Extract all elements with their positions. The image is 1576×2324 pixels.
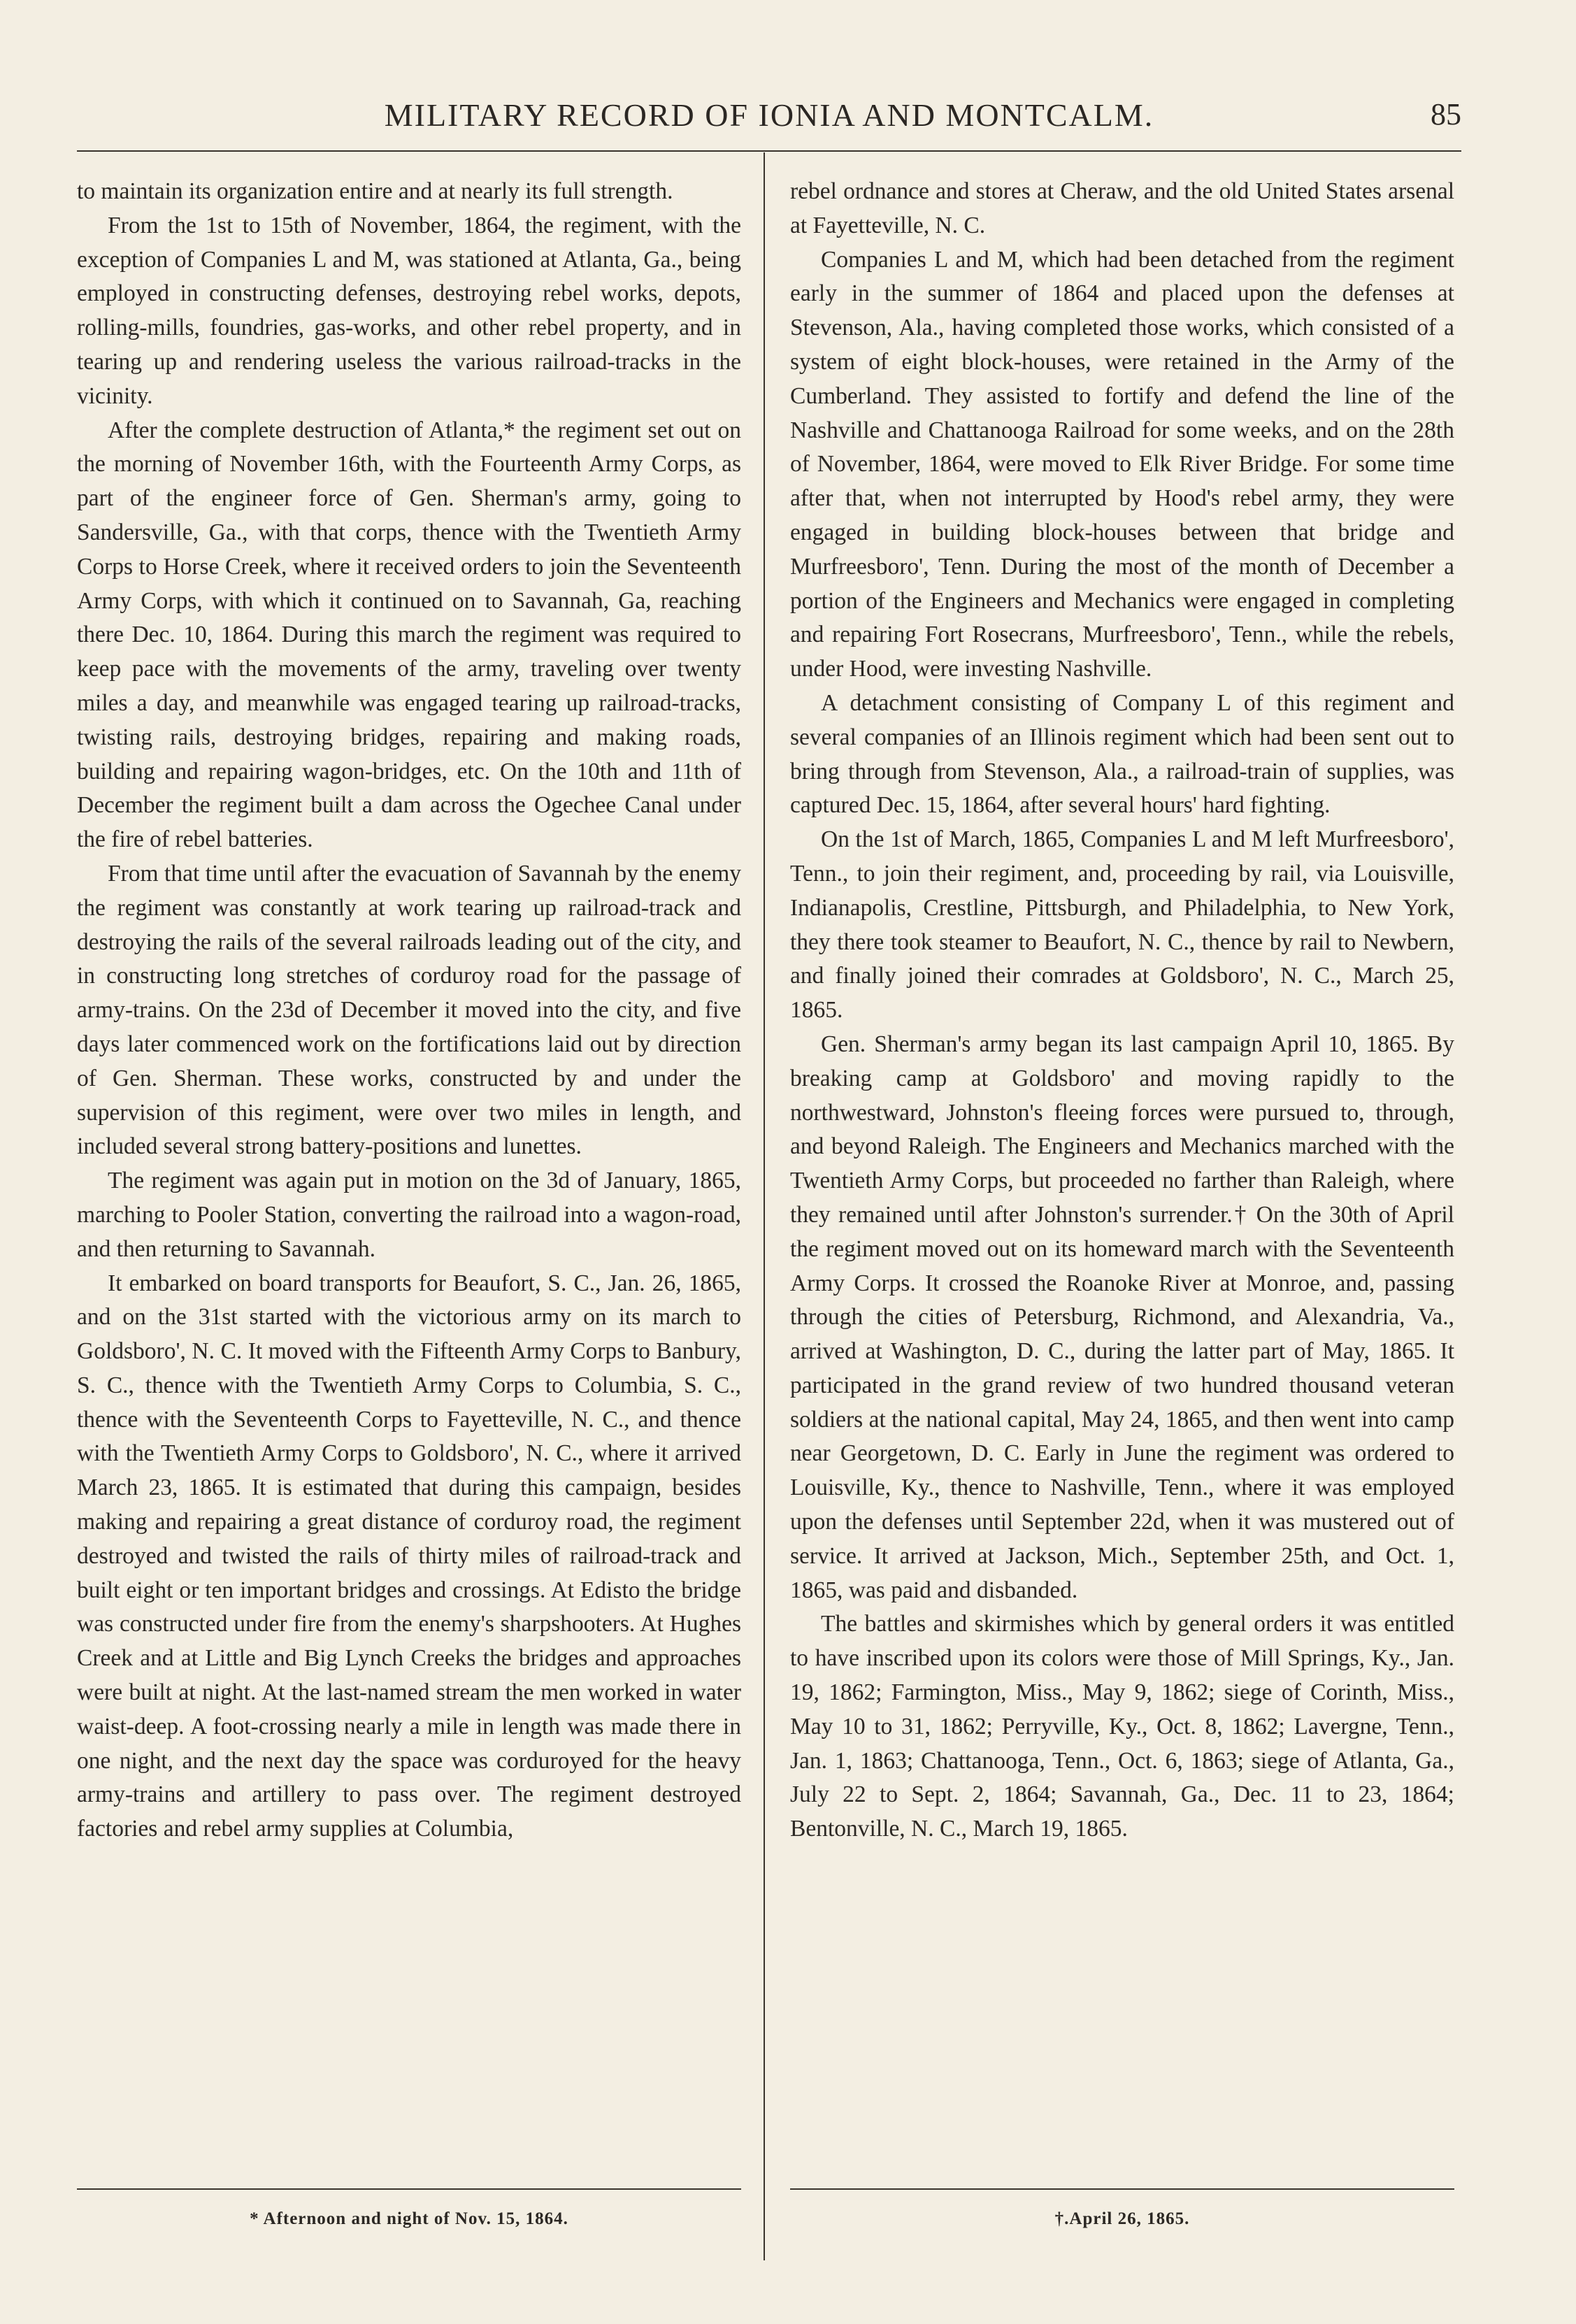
footnote-rule — [77, 2188, 741, 2190]
paragraph: to maintain its organization entire and at nearly its full strength. — [77, 178, 673, 204]
footnote-rule — [790, 2188, 1454, 2190]
header-rule — [77, 150, 1461, 152]
left-column — [77, 175, 741, 1846]
paragraph: It embarked on board transports for Beaufort, S. C., Jan. 26, 1865, and on the 31st started with the victorious army on its march to Goldsboro', N. C. It moved with the Fifteenth Army Corps to Banbury, S. C., thence with the Twentieth Army Corps to Columbia, S. C., thence with the Seventeenth Corps to Fayetteville, N. C., and thence with the Twentieth Army Corps to Goldsboro', N. C., where it arrived March 23, 1865. It is estimated that during this campaign, besides making and repairing a great distance of corduroy road, the regiment destroyed and twisted the rails of thirty miles of railroad-track and built eight or ten important bridges and crossings. At Edisto the bridge was constructed under fire from the enemy's sharpshooters. At Hughes Creek and at Little and Big Lynch Creeks the bridges and approaches were built at night. At the last-named stream the men worked in water waist-deep. A foot-crossing nearly a mile in length was made there in one night, and the next day the space was corduroyed for the heavy army-trains and artillery to pass over. The regiment destroyed factories and rebel army supplies at Columbia, — [77, 1270, 741, 1842]
paragraph: A detachment consisting of Company L of this regiment and several companies of an Illinois regiment which had been sent out to bring through from Stevenson, Ala., a railroad-train of supplies, was captured Dec. 15, 1864, after several hours' hard fighting. — [790, 689, 1454, 819]
column-divider — [764, 152, 765, 2260]
footnote-right: †.April 26, 1865. — [1054, 2209, 1190, 2228]
paragraph: From the 1st to 15th of November, 1864, the regiment, with the exception of Companies L and M, was stationed at Atlanta, Ga., being employed in constructing defenses, destroying rebel works, depots, rolling-mills, foundries, gas-works, and other rebel property, and in tearing up and rendering useless the various railroad-tracks in the vicinity. — [77, 212, 741, 409]
paragraph: On the 1st of March, 1865, Companies L and M left Murfreesboro', Tenn., to join their regiment, and, proceeding by rail, via Louisville, Indianapolis, Crestline, Pittsburgh, and Philadelphia, to New York, they there took steamer to Beaufort, N. C., thence by rail to Newbern, and finally joined their comrades at Goldsboro', N. C., March 25, 1865. — [790, 826, 1454, 1024]
paragraph: Gen. Sherman's army began its last campaign April 10, 1865. By breaking camp at Goldsboro' and moving rapidly to the northwestward, Johnston's fleeing forces were pursued to, through, and beyond Raleigh. The Engineers and Mechanics marched with the Twentieth Army Corps, but proceeded no farther than Raleigh, where they remained until after Johnston's surrender.† On the 30th of April the regiment moved out on its homeward march with the Seventeenth Army Corps. It crossed the Roanoke River at Monroe, and, passing through the cities of Petersburg, Richmond, and Alexandria, Va., arrived at Washington, D. C., during the latter part of May, 1865. It participated in the grand review of two hundred thousand veteran soldiers at the national capital, May 24, 1865, and then went into camp near Georgetown, D. C. Early in June the regiment was ordered to Louisville, Ky., thence to Nashville, Tenn., where it was employed upon the defenses until September 22d, when it was mustered out of service. It arrived at Jackson, Mich., September 25th, and Oct. 1, 1865, was paid and disbanded. — [790, 1031, 1454, 1603]
paragraph: The battles and skirmishes which by general orders it was entitled to have inscribed upon its colors were those of Mill Springs, Ky., Jan. 19, 1862; Farmington, Miss., May 9, 1862; siege of Corinth, Miss., May 10 to 31, 1862; Perryville, Ky., Oct. 8, 1862; Lavergne, Tenn., Jan. 1, 1863; Chattanooga, Tenn., Oct. 6, 1863; siege of Atlanta, Ga., July 22 to Sept. 2, 1864; Savannah, Ga., Dec. 11 to 23, 1864; Bentonville, N. C., March 19, 1865. — [790, 1611, 1454, 1842]
paragraph: Companies L and M, which had been detached from the regiment early in the summer of 1864 and placed upon the defenses at Stevenson, Ala., having completed those works, which consisted of a system of eight block-houses, were retained in the Army of the Cumberland. They assisted to fortify and defend the line of the Nashville and Chattanooga Railroad for some weeks, and on the 28th of November, 1864, were moved to Elk River Bridge. For some time after that, when not interrupted by Hood's rebel army, they were engaged in building block-houses between that bridge and Murfreesboro', Tenn. During the most of the month of December a portion of the Engineers and Mechanics were engaged in completing and repairing Fort Rosecrans, Murfreesboro', Tenn., while the rebels, under Hood, were investing Nashville. — [790, 246, 1454, 682]
page-number: 85 — [1431, 97, 1461, 131]
running-title: MILITARY RECORD OF IONIA AND MONTCALM. — [384, 97, 1154, 133]
right-column — [790, 175, 1454, 1846]
page-header — [77, 91, 1461, 140]
paragraph: rebel ordnance and stores at Cheraw, and the old United States arsenal at Fayetteville, N. C. — [790, 178, 1454, 238]
paragraph: The regiment was again put in motion on the 3d of January, 1865, marching to Pooler Station, converting the railroad into a wagon-road, and then returning to Savannah. — [77, 1168, 741, 1262]
paragraph: After the complete destruction of Atlanta,* the regiment set out on the morning of November 16th, with the Fourteenth Army Corps, as part of the engineer force of Gen. Sherman's army, going to Sandersville, Ga., with that corps, thence with the Twentieth Army Corps to Horse Creek, where it received orders to join the Seventeenth Army Corps, with which it continued on to Savannah, Ga, reaching there Dec. 10, 1864. During this march the regiment was required to keep pace with the movements of the army, traveling over twenty miles a day, and meanwhile was engaged tearing up railroad-tracks, twisting rails, destroying bridges, repairing and making roads, building and repairing wagon-bridges, etc. On the 10th and 11th of December the regiment built a dam across the Ogechee Canal under the fire of rebel batteries. — [77, 417, 741, 853]
footnote-left: * Afternoon and night of Nov. 15, 1864. — [250, 2209, 568, 2228]
paragraph: From that time until after the evacuation of Savannah by the enemy the regiment was constantly at work tearing up railroad-track and destroying the rails of the several railroads leading out of the city, and in constructing long stretches of corduroy road for the passage of army-trains. On the 23d of December it moved into the city, and five days later commenced work on the fortifications laid out by direction of Gen. Sherman. These works, constructed by and under the supervision of this regiment, were over two miles in length, and included several strong battery-positions and lunettes. — [77, 860, 741, 1160]
